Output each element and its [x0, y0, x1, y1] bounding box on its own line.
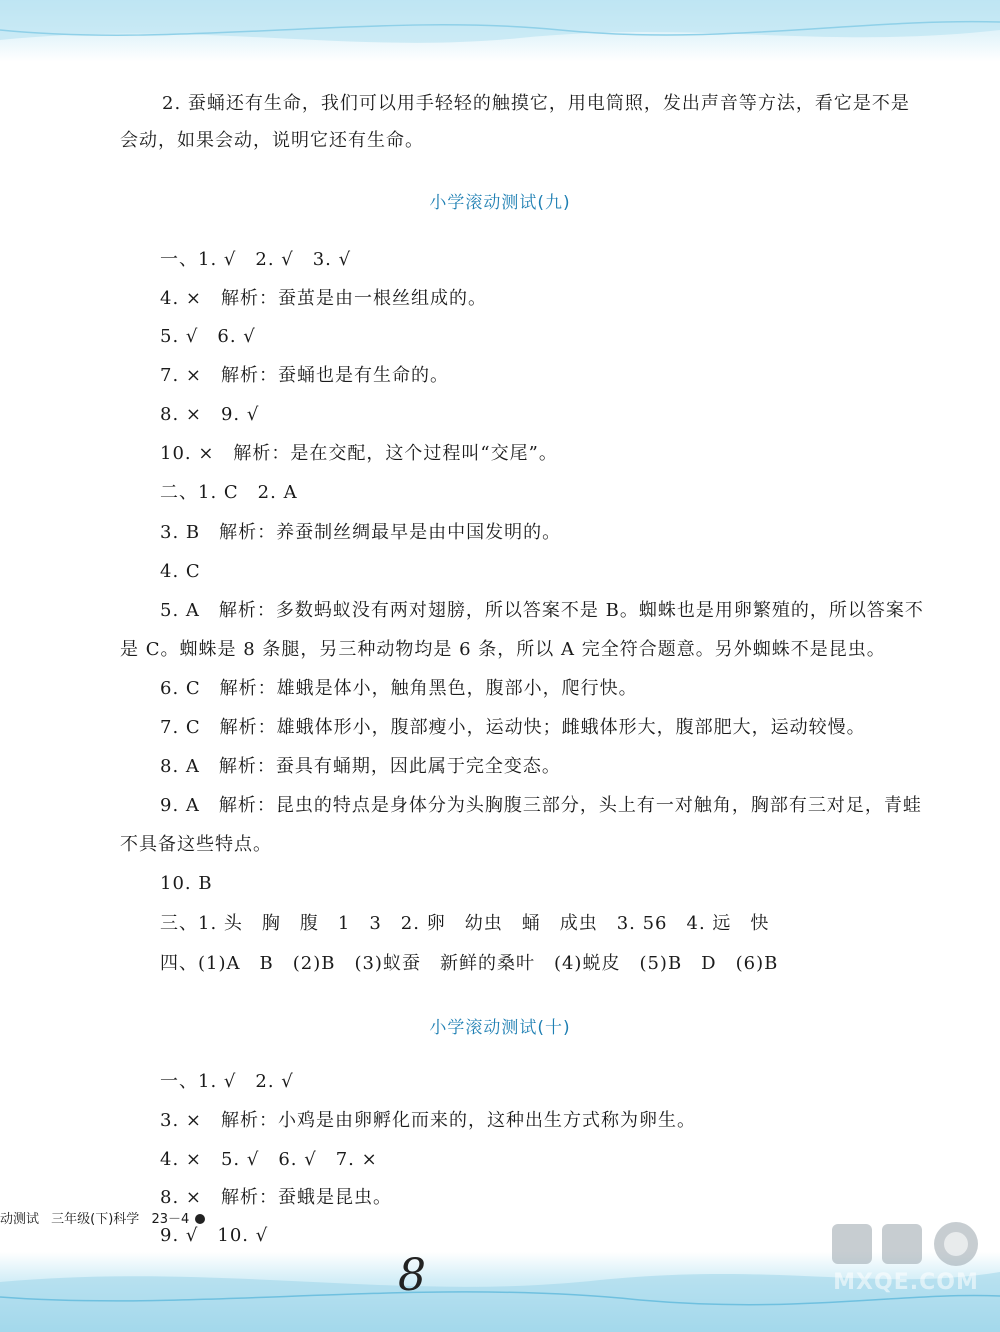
s9-line-19: 四、(1)A B (2)B (3)蚁蚕 新鲜的桑叶 (4)蜕皮 (5)B D (6)B	[160, 953, 779, 974]
section-9-title: 小学滚动测试(九)	[429, 193, 571, 213]
s9-line-9: 4. C	[160, 561, 201, 582]
s9-line-17: 10. B	[160, 873, 213, 894]
intro-line-2: 会动，如果会动，说明它还有生命。	[120, 130, 424, 151]
footer-dot-icon	[195, 1214, 205, 1224]
intro-line-1: 2. 蚕蛹还有生命，我们可以用手轻轻的触摸它，用电筒照，发出声音等方法，看它是不是	[162, 93, 910, 114]
top-wave-decoration	[0, 0, 1000, 62]
page-footer	[0, 1208, 213, 1230]
s9-line-2: 4. × 解析：蚕茧是由一根丝组成的。	[160, 288, 487, 309]
s9-line-1: 一、1. √ 2. √ 3. √	[160, 249, 352, 270]
s10-line-4: 8. × 解析：蚕蛾是昆虫。	[160, 1187, 392, 1208]
s9-line-16: 不具备这些特点。	[120, 834, 272, 855]
s9-line-10: 5. A 解析：多数蚂蚁没有两对翅膀，所以答案不是 B。蜘蛛也是用卵繁殖的，所以答案不	[160, 600, 924, 621]
s9-line-12: 6. C 解析：雄蛾是体小，触角黑色，腹部小，爬行快。	[160, 678, 638, 699]
s9-line-6: 10. × 解析：是在交配，这个过程叫“交尾”。	[160, 443, 558, 464]
handwritten-page-number: 8	[398, 1250, 426, 1301]
s10-line-3: 4. × 5. √ 6. √ 7. ×	[160, 1149, 378, 1170]
s10-line-1: 一、1. √ 2. √	[160, 1071, 294, 1092]
s10-line-5: 9. √ 10. √	[160, 1225, 269, 1246]
watermark-text: MXQE.COM	[833, 1270, 979, 1295]
footer-series: 动测试	[0, 1212, 40, 1227]
s10-line-2: 3. × 解析：小鸡是由卵孵化而来的，这种出生方式称为卵生。	[160, 1110, 696, 1131]
s9-line-7: 二、1. C 2. A	[160, 482, 298, 503]
s9-line-4: 7. × 解析：蚕蛹也是有生命的。	[160, 365, 449, 386]
s9-line-8: 3. B 解析：养蚕制丝绸最早是由中国发明的。	[160, 522, 562, 543]
s9-line-5: 8. × 9. √	[160, 404, 260, 425]
section-10-title: 小学滚动测试(十)	[429, 1018, 571, 1038]
s9-line-13: 7. C 解析：雄蛾体形小，腹部瘦小，运动快；雌蛾体形大，腹部肥大，运动较慢。	[160, 717, 866, 738]
s9-line-11: 是 C。蜘蛛是 8 条腿，另三种动物均是 6 条，所以 A 完全符合题意。另外蜘蛛不是昆虫。	[120, 639, 886, 660]
top-decorative-band	[0, 0, 1000, 62]
footer-page-code: 23－4	[151, 1212, 190, 1227]
footer-grade: 三年级(下)科学	[51, 1212, 140, 1227]
s9-line-18: 三、1. 头 胸 腹 1 3 2. 卵 幼虫 蛹 成虫 3. 56 4. 远 快	[160, 913, 770, 934]
s9-line-3: 5. √ 6. √	[160, 326, 256, 347]
s9-line-14: 8. A 解析：蚕具有蛹期，因此属于完全变态。	[160, 756, 561, 777]
s9-line-15: 9. A 解析：昆虫的特点是身体分为头胸腹三部分，头上有一对触角，胸部有三对足，青蛙	[160, 795, 922, 816]
watermark-logo-icon	[826, 1216, 986, 1276]
site-watermark	[826, 1216, 986, 1312]
